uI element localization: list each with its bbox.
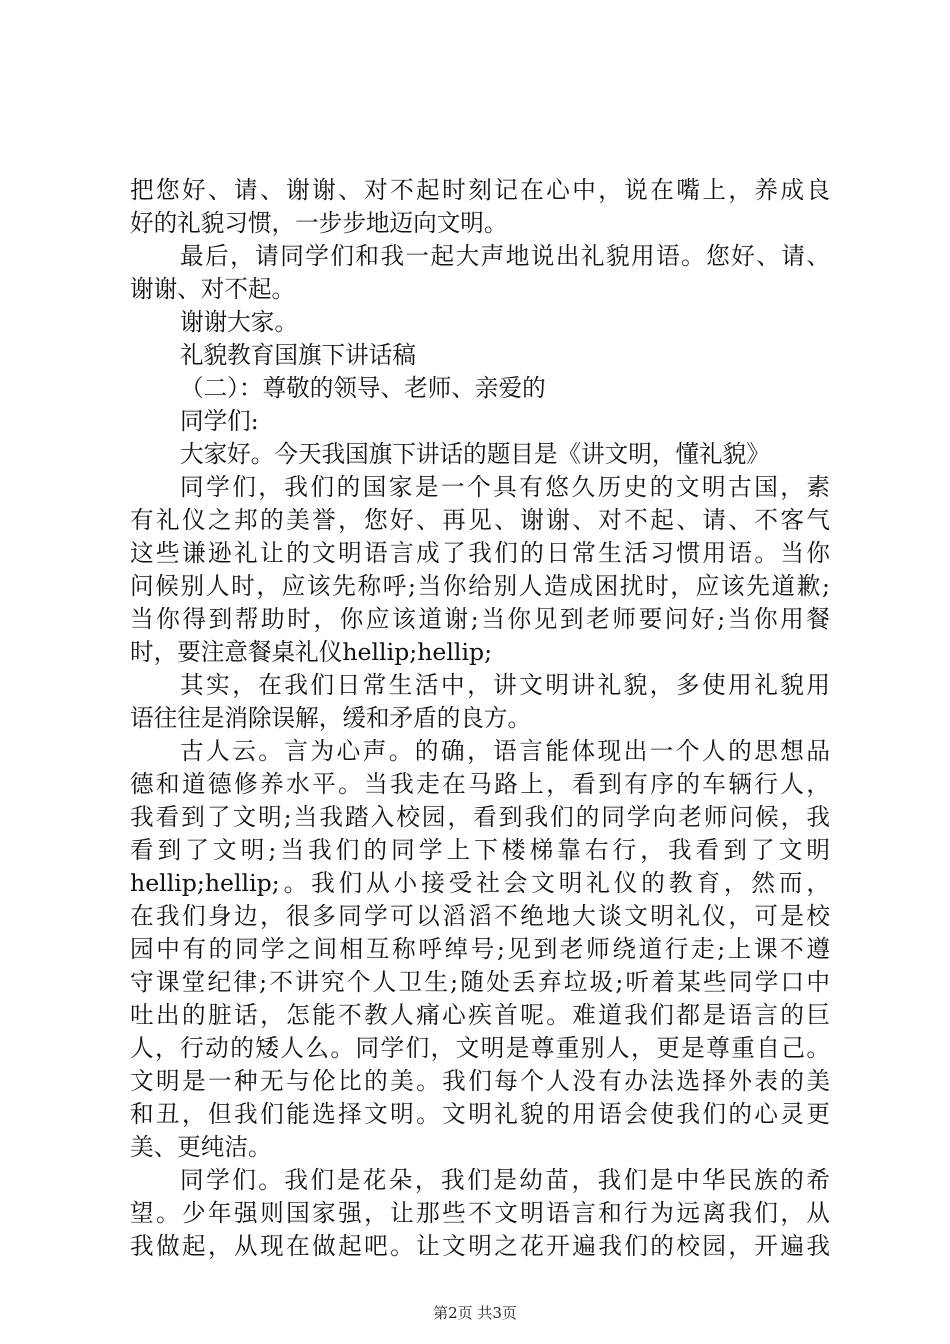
text-line	[130, 1065, 830, 1098]
text-line	[130, 669, 830, 702]
text-line-content: 守课堂纪律;不讲究个人卫生;随处丢弃垃圾;听着某些同学口中	[130, 968, 830, 996]
text-line	[130, 405, 830, 438]
text-line	[130, 306, 830, 339]
text-line-content: 问候别人时，应该先称呼;当你给别人造成困扰时，应该先道歉;	[130, 572, 830, 600]
text-line-content: 大家好。今天我国旗下讲话的题目是《讲文明，懂礼貌》	[180, 440, 770, 468]
text-line	[130, 966, 830, 999]
text-line	[130, 339, 830, 372]
text-line-content: 我做起，从现在做起吧。让文明之花开遍我们的校园，开遍我	[130, 1232, 830, 1260]
text-line-content: 礼貌教育国旗下讲话稿	[180, 341, 416, 369]
page-number-label: 第2页 共3页	[433, 1304, 517, 1322]
text-line	[130, 438, 830, 471]
text-line	[130, 240, 830, 273]
text-line	[130, 471, 830, 504]
text-line-content: 最后，请同学们和我一起大声地说出礼貌用语。您好、请、	[180, 242, 830, 270]
text-line-content: 同学们，我们的国家是一个具有悠久历史的文明古国，素	[180, 473, 830, 501]
document-body	[130, 174, 830, 1263]
text-line-content: 看到了文明;当我们的同学上下楼梯靠右行，我看到了文明	[130, 836, 830, 864]
text-line-content: 当你得到帮助时，你应该道谢;当你见到老师要问好;当你用餐	[130, 605, 830, 633]
text-line-content: 有礼仪之邦的美誉，您好、再见、谢谢、对不起、请、不客气	[130, 506, 830, 534]
text-line-content: 语往往是消除误解，缓和矛盾的良方。	[130, 704, 532, 732]
text-line	[130, 867, 830, 900]
text-line	[130, 1230, 830, 1263]
text-line-content: 同学们。我们是花朵，我们是幼苗，我们是中华民族的希	[180, 1166, 830, 1194]
text-line	[130, 702, 830, 735]
text-line-content: 同学们:	[180, 407, 259, 435]
text-line-content: 古人云。言为心声。的确，语言能体现出一个人的思想品	[180, 737, 830, 765]
text-line-content: 这些谦逊礼让的文明语言成了我们的日常生活习惯用语。当你	[130, 539, 830, 567]
text-line	[130, 801, 830, 834]
text-line	[130, 603, 830, 636]
text-line	[130, 207, 830, 240]
text-line-content: 在我们身边，很多同学可以滔滔不绝地大谈文明礼仪，可是校	[130, 902, 830, 930]
text-line	[130, 1197, 830, 1230]
text-line-content: 望。少年强则国家强，让那些不文明语言和行为远离我们，从	[130, 1199, 830, 1227]
text-line	[130, 570, 830, 603]
text-line-content: 时，要注意餐桌礼仪hellip;hellip;	[130, 638, 493, 666]
text-line	[130, 372, 830, 405]
text-line	[130, 636, 830, 669]
text-line	[130, 768, 830, 801]
text-line-content: 文明是一种无与伦比的美。我们每个人没有办法选择外表的美	[130, 1067, 830, 1095]
text-line	[130, 1131, 830, 1164]
text-line-content: 我看到了文明;当我踏入校园，看到我们的同学向老师问候，我	[130, 803, 830, 831]
text-line-content: 其实，在我们日常生活中，讲文明讲礼貌，多使用礼貌用	[180, 671, 830, 699]
text-line-content: 吐出的脏话，怎能不教人痛心疾首呢。难道我们都是语言的巨	[130, 1001, 830, 1029]
text-line-content: 好的礼貌习惯，一步步地迈向文明。	[130, 209, 508, 237]
text-line	[130, 735, 830, 768]
text-line-content: 和丑，但我们能选择文明。文明礼貌的用语会使我们的心灵更	[130, 1100, 830, 1128]
text-line	[130, 933, 830, 966]
text-line-content: （二）：尊敬的领导、老师、亲爱的	[180, 374, 546, 402]
text-line	[130, 537, 830, 570]
page-footer	[0, 1302, 950, 1323]
text-line	[130, 834, 830, 867]
text-line-content: 谢谢、对不起。	[130, 275, 296, 303]
text-line	[130, 504, 830, 537]
text-line	[130, 174, 830, 207]
text-line-content: 德和道德修养水平。当我走在马路上，看到有序的车辆行人，	[130, 770, 830, 798]
text-line	[130, 1032, 830, 1065]
text-line-content: 谢谢大家。	[180, 308, 298, 336]
text-line-content: 人，行动的矮人么。同学们，文明是尊重别人，更是尊重自己。	[130, 1034, 830, 1062]
text-line-content: 园中有的同学之间相互称呼绰号;见到老师绕道行走;上课不遵	[130, 935, 830, 963]
text-line-content: hellip;hellip;。我们从小接受社会文明礼仪的教育，然而，	[130, 869, 830, 897]
text-line	[130, 900, 830, 933]
text-line	[130, 1164, 830, 1197]
text-line-content: 把您好、请、谢谢、对不起时刻记在心中，说在嘴上，养成良	[130, 176, 830, 204]
text-line	[130, 999, 830, 1032]
text-line	[130, 1098, 830, 1131]
text-line-content: 美、更纯洁。	[130, 1133, 272, 1161]
text-line	[130, 273, 830, 306]
